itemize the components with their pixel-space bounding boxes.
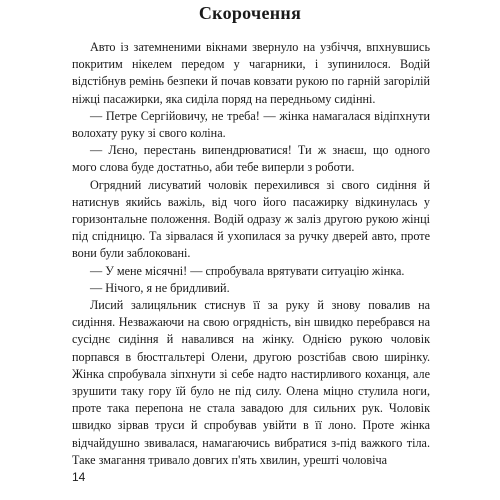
page-number: 14 <box>72 470 86 484</box>
body-text <box>72 39 430 469</box>
paragraph-5: — У мене місячні! — спробувала врятувати ситуацію жінка. <box>90 263 405 278</box>
paragraph-7: Лисий залицяльник стиснув її за руку й знову повалив на сидіння. Незважаючи на свою огрядність, він швидко перебрався на сусіднє сидіння й навалився на жінку. Однією рукою чоловік порпався в бюстгальтері Олени, другою розстібав свою ширінку. Жінка спробувала зіпхнути зі себе надто настирливого коханця, але зрушити таку гору їй було не під силу. Олена міцно стулила ноги, проте така перепона не стала завадою для сильних рук. Чоловік швидко зірвав труси й спробував увійти в її лоно. Проте жінка відчайдушно звивалася, намагаючись вибратися з-під важкого тіла. Таке змагання тривало довгих п'ять хвилин, урешті чоловіча <box>72 298 430 467</box>
paragraph-1: Авто із затемненими вікнами звернуло на узбіччя, впхнувшись покритим нікелем передом у чагарники, і зупинилося. Водій відстібнув ремінь безпеки й почав ковзати рукою по гарній загорілій ніжці пасажирки, яка сиділа поряд на передньому сидінні. <box>72 40 430 106</box>
paragraph-3: — Лєно, перестань випендрюватися! Ти ж знаєш, що одного мого слова буде достатньо, аби тебе виперли з роботи. <box>72 143 430 175</box>
chapter-title: Скорочення <box>198 3 302 23</box>
paragraph-4: Огрядний лисуватий чоловік перехилився зі свого сидіння й натиснув якийсь важіль, від чого його пасажирку відкинулась у горизонтальне положення. Водій одразу ж заліз другою рукою жінці під спідницю. Та зірвалася й ухопилася за ручку дверей авто, проте вони були заблоковані. <box>72 177 430 261</box>
paragraph-6: — Нічого, я не бридливий. <box>90 280 230 295</box>
paragraph-2: — Петре Сергійовичу, не треба! — жінка намагалася відіпхнути волохату руку зі свого коліна. <box>72 108 430 141</box>
